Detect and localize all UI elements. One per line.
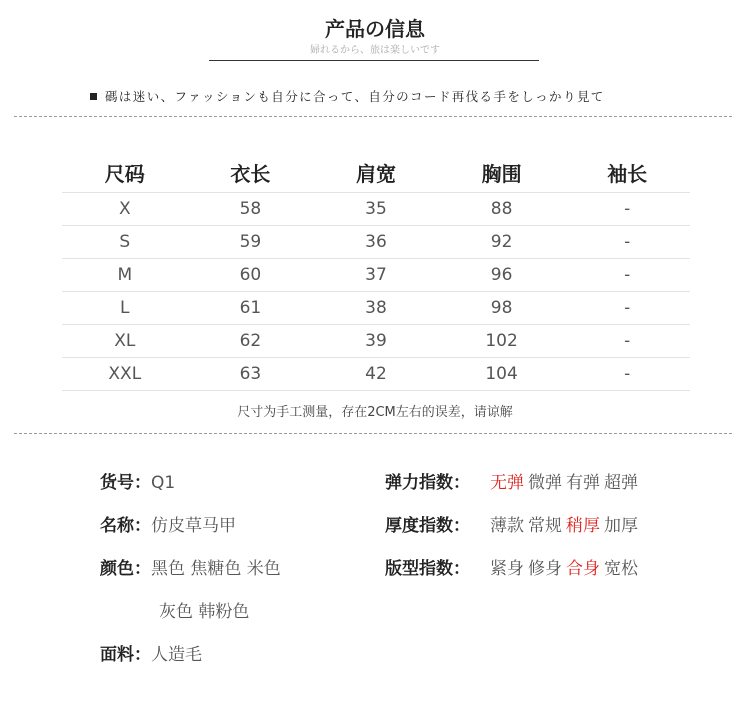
page-subtitle: 婦れるから、旅は楽しいです xyxy=(310,45,440,56)
table-cell: 61 xyxy=(188,292,314,325)
color-row-continued xyxy=(159,597,249,622)
table-cell: 92 xyxy=(439,226,565,259)
column-header: 袖长 xyxy=(607,161,648,186)
name-label: 名称： xyxy=(100,516,151,536)
elasticity-option: 微弹 xyxy=(528,473,562,493)
thickness-label: 厚度指数： xyxy=(385,516,470,536)
table-cell: 104 xyxy=(439,358,565,391)
color-values: 黑色 焦糖色 米色 xyxy=(151,559,281,579)
divider-middle xyxy=(14,433,732,434)
elasticity-option: 有弹 xyxy=(566,473,600,493)
table-cell: XXL xyxy=(62,358,188,391)
item-number-label: 货号： xyxy=(100,473,151,493)
fit-label: 版型指数： xyxy=(385,559,470,579)
fit-index-row xyxy=(385,554,642,579)
name-row xyxy=(100,511,236,536)
divider-top xyxy=(14,116,732,117)
table-cell: - xyxy=(564,193,690,226)
thickness-index-row xyxy=(385,511,642,536)
table-row xyxy=(62,292,690,325)
column-header: 胸围 xyxy=(481,161,522,186)
material-row xyxy=(100,640,202,665)
table-cell: 42 xyxy=(313,358,439,391)
table-cell: - xyxy=(564,226,690,259)
table-cell: 96 xyxy=(439,259,565,292)
name-value: 仿皮草马甲 xyxy=(151,516,236,536)
table-cell: - xyxy=(564,325,690,358)
table-cell: 63 xyxy=(188,358,314,391)
tagline-text: 碼は迷い、ファッションも自分に合って、自分のコード再伐る手をしっかり見て xyxy=(105,89,605,104)
page-title: 产品の信息 xyxy=(325,17,425,41)
item-number-row xyxy=(100,468,175,493)
measurement-note: 尺寸为手工测量，存在2CM左右的误差，请谅解 xyxy=(237,405,513,420)
item-number-value: Q1 xyxy=(151,473,176,493)
table-cell: 59 xyxy=(188,226,314,259)
table-row xyxy=(62,259,690,292)
thickness-option: 薄款 xyxy=(490,516,524,536)
column-header: 尺码 xyxy=(104,161,145,186)
material-value: 人造毛 xyxy=(151,645,202,665)
table-cell: 88 xyxy=(439,193,565,226)
table-cell: 62 xyxy=(188,325,314,358)
table-cell: M xyxy=(62,259,188,292)
table-cell: X xyxy=(62,193,188,226)
column-header: 衣长 xyxy=(230,161,271,186)
size-table-header xyxy=(62,152,690,193)
title-underline xyxy=(209,60,539,61)
color-label: 颜色： xyxy=(100,559,151,579)
fit-option: 紧身 xyxy=(490,559,524,579)
table-cell: - xyxy=(564,358,690,391)
material-label: 面料： xyxy=(100,645,151,665)
elasticity-index-row xyxy=(385,468,642,493)
table-row xyxy=(62,226,690,259)
fit-option: 宽松 xyxy=(604,559,638,579)
table-cell: 58 xyxy=(188,193,314,226)
color-values-continued: 灰色 韩粉色 xyxy=(159,602,250,622)
table-cell: L xyxy=(62,292,188,325)
color-row xyxy=(100,554,281,579)
table-cell: 35 xyxy=(313,193,439,226)
table-cell: 98 xyxy=(439,292,565,325)
table-cell: XL xyxy=(62,325,188,358)
table-row xyxy=(62,325,690,358)
tagline xyxy=(90,87,605,105)
elasticity-option: 无弹 xyxy=(490,473,524,493)
fit-option: 合身 xyxy=(566,559,600,579)
thickness-option: 加厚 xyxy=(604,516,638,536)
bullet-square-icon xyxy=(90,93,97,100)
table-row xyxy=(62,193,690,226)
table-cell: 60 xyxy=(188,259,314,292)
table-row xyxy=(62,358,690,391)
table-cell: 39 xyxy=(313,325,439,358)
table-cell: - xyxy=(564,292,690,325)
elasticity-label: 弹力指数： xyxy=(385,473,470,493)
table-cell: 36 xyxy=(313,226,439,259)
elasticity-option: 超弹 xyxy=(604,473,638,493)
table-cell: S xyxy=(62,226,188,259)
table-cell: 102 xyxy=(439,325,565,358)
thickness-option: 常规 xyxy=(528,516,562,536)
column-header: 肩宽 xyxy=(355,161,396,186)
table-cell: 38 xyxy=(313,292,439,325)
fit-option: 修身 xyxy=(528,559,562,579)
table-cell: 37 xyxy=(313,259,439,292)
table-cell: - xyxy=(564,259,690,292)
thickness-option: 稍厚 xyxy=(566,516,600,536)
size-table xyxy=(62,152,690,391)
